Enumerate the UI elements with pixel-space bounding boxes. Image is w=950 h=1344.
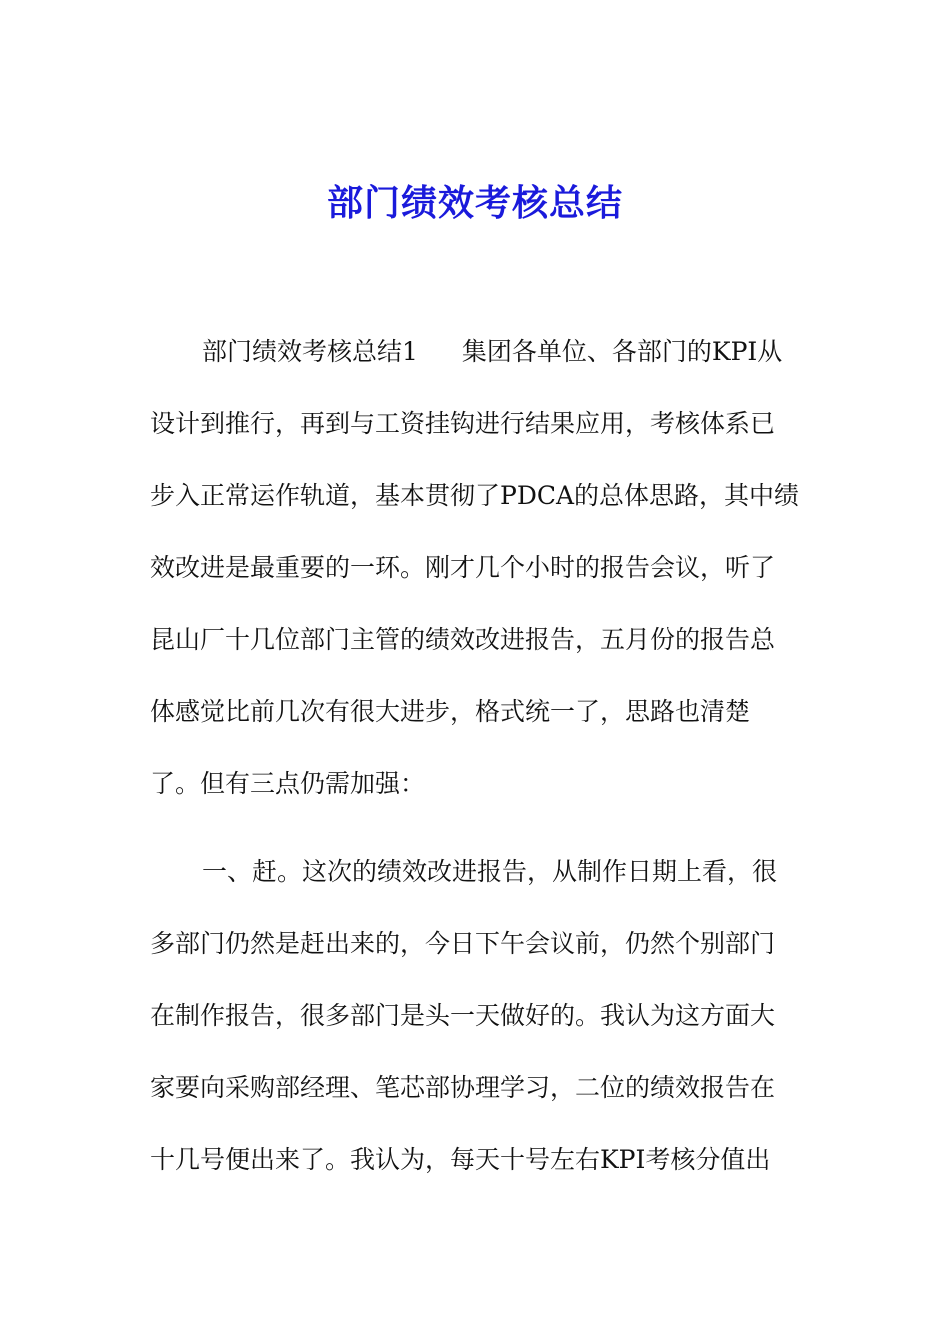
paragraph-1-line-3: 步入正常运作轨道，基本贯彻了PDCA的总体思路，其中绩 <box>150 481 800 510</box>
paragraph-2-line-2: 多部门仍然是赶出来的，今日下午会议前，仍然个别部门 <box>150 929 776 958</box>
document-title: 部门绩效考核总结 <box>326 182 623 224</box>
paragraph-1-text: 集团各单位、各部门的KPI从 <box>461 337 783 366</box>
paragraph-2-line-5: 十几号便出来了。我认为，每天十号左右KPI考核分值出 <box>150 1145 771 1174</box>
paragraph-1-line-2: 设计到推行，再到与工资挂钩进行结果应用，考核体系已 <box>150 409 776 438</box>
paragraph-1-heading: 部门绩效考核总结1 <box>202 337 418 366</box>
paragraph-2-line-1: 一、赶。这次的绩效改进报告，从制作日期上看，很 <box>202 857 778 886</box>
paragraph-2-line-3: 在制作报告，很多部门是头一天做好的。我认为这方面大 <box>150 1001 776 1030</box>
paragraph-1-line-7: 了。但有三点仍需加强： <box>150 769 426 798</box>
paragraph-1-line-1 <box>202 334 782 370</box>
paragraph-1-line-4: 效改进是最重要的一环。刚才几个小时的报告会议，听了 <box>150 553 776 582</box>
paragraph-2-line-4: 家要向采购部经理、笔芯部协理学习，二位的绩效报告在 <box>150 1073 776 1102</box>
paragraph-1-line-6: 体感觉比前几次有很大进步，格式统一了，思路也清楚 <box>150 697 751 726</box>
paragraph-1-line-5: 昆山厂十几位部门主管的绩效改进报告，五月份的报告总 <box>150 625 776 654</box>
